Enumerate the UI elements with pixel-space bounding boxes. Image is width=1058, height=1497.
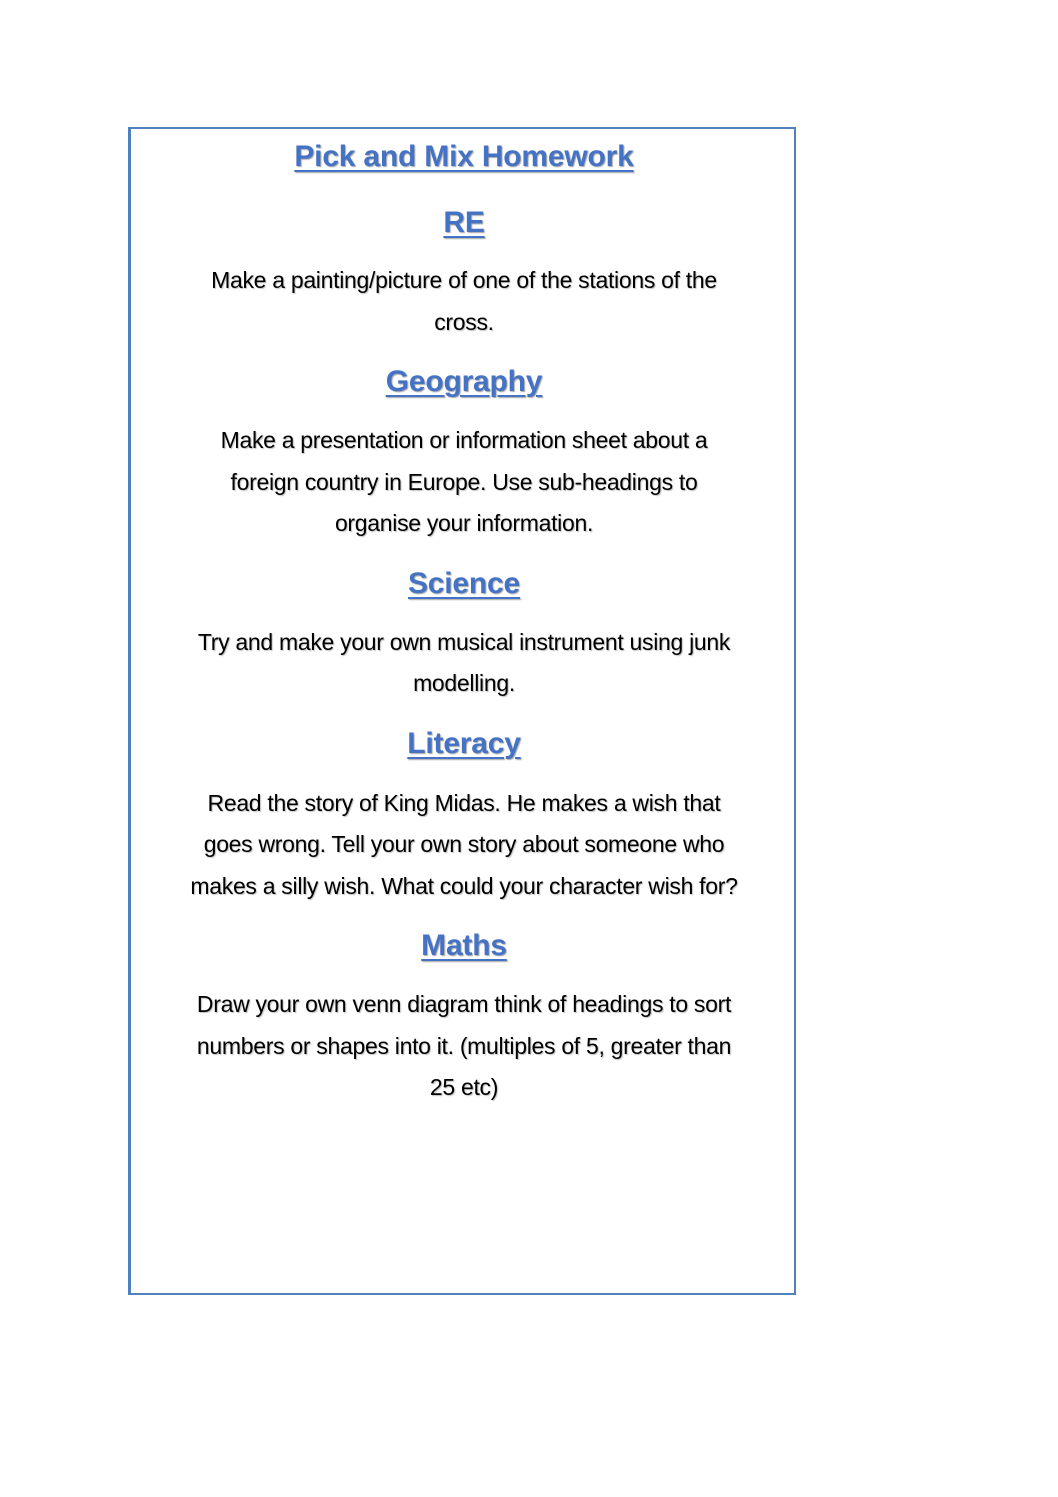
text-line: foreign country in Europe. Use sub-headings to: [230, 468, 698, 495]
section-heading-maths: Maths: [421, 929, 507, 962]
text-line: modelling.: [413, 670, 515, 696]
section-text-maths: [138, 984, 790, 1109]
text-line: Make a painting/picture of one of the stations of the: [211, 267, 717, 293]
section-heading-literacy: Literacy: [407, 726, 521, 760]
text-line: Make a presentation or information sheet about a: [220, 427, 708, 453]
text-line: makes a silly wish. What could your character wish for?: [190, 872, 738, 899]
text-line: Read the story of King Midas. He makes a wish that: [207, 789, 721, 816]
text-line: goes wrong. Tell your own story about someone who: [203, 831, 725, 857]
text-line: organise your information.: [334, 510, 594, 536]
homework-content: [138, 134, 790, 1109]
text-line: cross.: [434, 308, 494, 335]
section-text-re: [138, 260, 790, 343]
text-line: numbers or shapes into it. (multiples of 5, greater than: [196, 1032, 732, 1059]
section-heading-re: RE: [443, 206, 485, 239]
section-text-literacy: [138, 783, 790, 908]
section-text-science: [138, 622, 790, 705]
text-line: 25 etc): [429, 1074, 499, 1100]
text-line: Draw your own venn diagram think of headings to sort: [196, 991, 732, 1017]
page-title: Pick and Mix Homework: [294, 140, 634, 173]
section-text-geography: [138, 420, 790, 545]
section-heading-geography: Geography: [385, 365, 543, 398]
text-line: Try and make your own musical instrument using junk: [197, 628, 731, 655]
section-heading-science: Science: [407, 566, 520, 600]
